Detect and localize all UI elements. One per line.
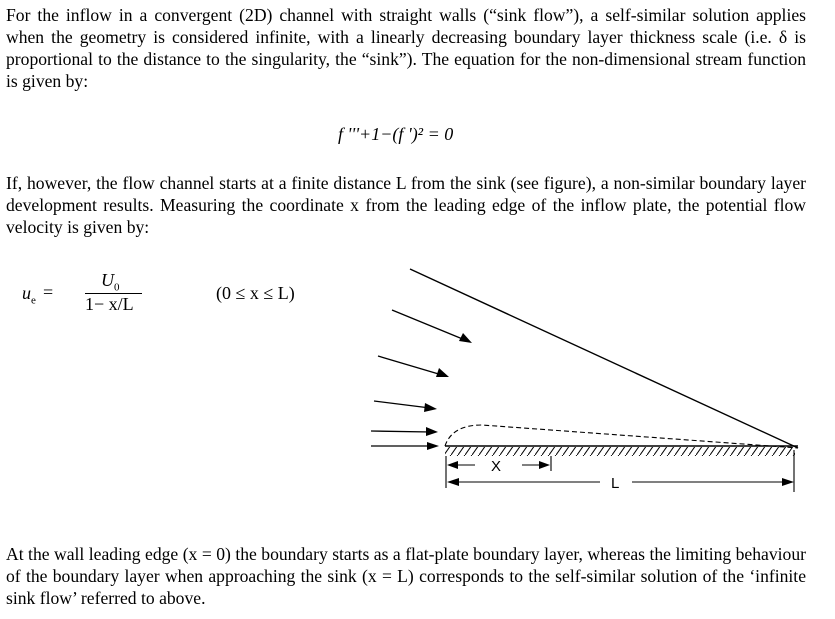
velocity-denominator: 1− x/L bbox=[85, 294, 134, 314]
inflow-arrow bbox=[392, 310, 472, 343]
plate-hatching bbox=[445, 447, 795, 456]
conclusion-paragraph: At the wall leading edge (x = 0) the boundary starts as a flat-plate boundary layer, whereas the limiting behaviour of the boundary layer when approaching the sink (x = L) corresponds to the self-similar solution of the ‘infinite sink flow’ referred to above. bbox=[6, 544, 806, 608]
inflow-arrow bbox=[371, 442, 439, 450]
sink-flow-figure bbox=[360, 255, 805, 500]
inflow-arrow bbox=[374, 401, 437, 412]
equals-sign: = bbox=[43, 282, 54, 302]
intro-paragraph: For the inflow in a convergent (2D) channel with straight walls (“sink flow”), a self-similar solution applies when the geometry is considered infinite, with a linearly decreasing boundary layer thickness scale (i.e. δ is proportional to the distance to the singularity, the “sink”). The equation for the non-dimensional stream function is given by: bbox=[6, 5, 806, 91]
x-label: X bbox=[491, 458, 502, 475]
inflow-arrow bbox=[378, 356, 449, 377]
x-dimension bbox=[446, 456, 551, 488]
top-wall bbox=[410, 269, 798, 448]
inflow-arrows bbox=[371, 310, 472, 450]
velocity-equation bbox=[22, 270, 162, 320]
L-label: L bbox=[611, 475, 620, 492]
inflow-arrow bbox=[371, 427, 438, 436]
velocity-numerator: $U_0$ bbox=[101, 270, 120, 294]
nonsimilar-paragraph: If, however, the flow channel starts at a finite distance L from the sink (see figure), a non-similar boundary layer development results. Measuring the coordinate x from the leading edge of the inflow plate, the potential flow velocity is given by: bbox=[6, 173, 806, 237]
velocity-symbol: $u_e$ bbox=[22, 283, 36, 307]
boundary-layer-edge bbox=[445, 425, 798, 448]
stream-function-equation: f '''+1−(f ')² = 0 bbox=[338, 124, 454, 144]
range-condition: (0 ≤ x ≤ L) bbox=[216, 283, 295, 303]
